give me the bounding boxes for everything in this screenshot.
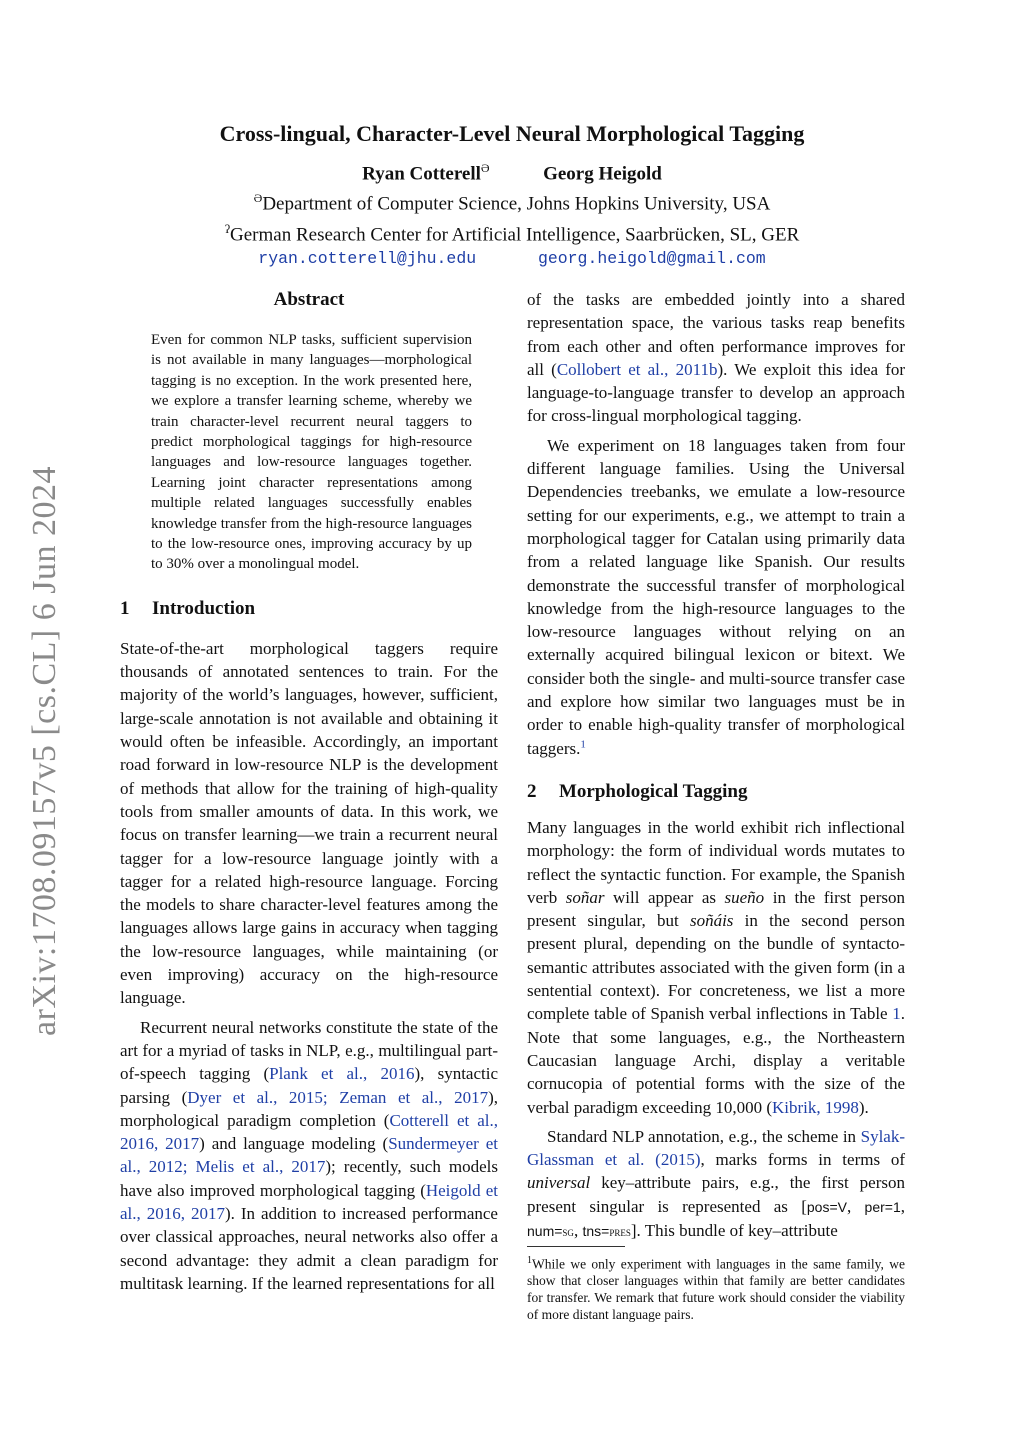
- authors: [120, 156, 904, 186]
- citation-collobert[interactable]: Collobert et al., 2011b: [556, 359, 718, 379]
- paper-header: [120, 118, 904, 271]
- citation-plank[interactable]: Plank et al., 2016: [269, 1064, 415, 1084]
- email-1-link[interactable]: ryan.cotterell@jhu.edu: [258, 248, 477, 268]
- intro-paragraph-2: Recurrent neural networks constitute the state of the art for a myriad of tasks in NLP, e.g., multilingual part-of-speech tagging (Plank et al., 2016), syntactic parsing (Dyer et al., 2015; Zeman et al., 2017), morphological paradigm completion (Cotterell et al., 2016, 2017) and language modeling (Sundermeyer et al., 2012; Melis et al., 2017); recently, such models have also improved morphological tagging (Heigold et al., 2016, 2017). In addition to increased performance over classical approaches, neural networks also offer a second advantage: they admit a clean paradigm for multitask learning. If the learned representations for all: [120, 1017, 499, 1293]
- author-2: Georg Heigold: [543, 163, 662, 185]
- affiliation-1: [120, 186, 904, 216]
- citation-dyer-zeman[interactable]: Dyer et al., 2015; Zeman et al., 2017: [187, 1087, 489, 1107]
- section-2-number: 2: [527, 780, 537, 802]
- tagging-paragraph-2: Standard NLP annotation, e.g., the scheme in Sylak-Glassman et al. (2015), marks forms in terms of universal key–attribute pairs, e.g., the first person present singular is represented as [pos=V, per=1, num=sg, tns=pres]. This bundle of key–attribute: [527, 1126, 906, 1240]
- section-1-heading: [120, 597, 498, 621]
- emails: [120, 247, 904, 271]
- citation-sundermeyer-melis[interactable]: Sundermeyer et al., 2012; Melis et al., 2017: [120, 1134, 499, 1177]
- citation-kibrik[interactable]: Kibrik, 1998: [772, 1097, 859, 1117]
- author-1-mark: Ə: [480, 161, 490, 175]
- footnote-1-ref[interactable]: 1: [580, 737, 586, 750]
- footnote-1-mark: 1: [527, 1255, 532, 1267]
- abstract-text: Even for common NLP tasks, sufficient supervision is not available in many languages—morphological tagging is no exception. In the work presented here, we explore a transfer learning scheme, whereby we train character-level recurrent neural taggers to predict morphological taggings for high-resource languages and low-resource languages together. Learning joint character representations among multiple related languages successfully enables knowledge transfer from the high-resource languages to the low-resource ones, improving accuracy by up to 30% over a monolingual model.: [151, 332, 472, 573]
- table-1-ref[interactable]: 1: [892, 1004, 901, 1024]
- section-2-heading: [527, 780, 905, 804]
- section-2-title: Morphological Tagging: [559, 780, 748, 802]
- citation-cotterell[interactable]: Cotterell et al., 2016, 2017: [120, 1110, 498, 1154]
- arxiv-stamp: arXiv:1708.09157v5 [cs.CL] 6 Jun 2024: [26, 466, 63, 1037]
- paper-title: Cross-lingual, Character-Level Neural Morphological Tagging: [219, 121, 805, 146]
- section-1-number: 1: [120, 597, 130, 619]
- tagging-paragraph-1: Many languages in the world exhibit rich inflectional morphology: the form of individual words mutates to reflect the syntactic function. For example, the Spanish verb soñar will appear as sueño in the first person present singular, but soñáis in the second person present plural, depending on the bundle of syntacto-semantic attributes associated with the given form (in a sentential context). For concreteness, we list a more complete table of Spanish verbal inflections in Table 1. Note that some languages, e.g., the Northeastern Caucasian language Archi, display a veritable cornucopia of potential forms with the size of the verbal paradigm exceeding 10,000 (Kibrik, 1998).: [527, 817, 906, 1117]
- affiliation-2-mark: ʔ: [224, 221, 231, 236]
- citation-heigold[interactable]: Heigold et al., 2016, 2017: [120, 1180, 498, 1223]
- feature-bundle: [pos=V, per=1, num=sg, tns=pres]: [527, 1196, 906, 1240]
- section-1-title: Introduction: [152, 597, 256, 619]
- affiliation-1-text: Department of Computer Science, Johns Hopkins University, USA: [262, 193, 771, 215]
- intro-paragraph-3: of the tasks are embedded jointly into a shared representation space, the various tasks reap benefits from each other and often performance improves for all (Collobert et al., 2011b). We exploit this idea for language-to-language transfer to develop an approach for cross-lingual morphological tagging.: [527, 290, 906, 426]
- author-1: Ryan Cotterell: [362, 163, 481, 185]
- email-2-link[interactable]: georg.heigold@gmail.com: [537, 248, 766, 268]
- footnote-1: $^1$While we only experiment with languages in the same family, we show that closer languages within that family are better candidates for transfer. We remark that future work should consider the viability of more distant language pairs.: [527, 1255, 905, 1322]
- abstract-heading: Abstract: [273, 289, 345, 310]
- affiliation-1-mark: Ə: [253, 191, 263, 206]
- affiliation-2: [120, 217, 904, 247]
- footnote-rule: [527, 1246, 625, 1247]
- intro-paragraph-4: We experiment on 18 languages taken from four different language families. Using the Universal Dependencies treebanks, we emulate a low-resource setting for our experiments, e.g., we attempt to train a morphological tagger for Catalan using primarily data from a related language like Spanish. Our results demonstrate the successful transfer of morphological knowledge from the high-resource languages to the low-resource languages without relying on an externally acquired bilingual lexicon or bitext. We consider both the single- and multi-source transfer case and explore how similar two languages must be in order to enable high-quality transfer of morphological taggers.$^1$: [527, 435, 905, 758]
- left-column: [120, 288, 498, 1295]
- citation-sylak-glassman[interactable]: Sylak-Glassman et al. (2015): [527, 1126, 905, 1170]
- right-column: [527, 288, 905, 1323]
- affiliation-2-text: German Research Center for Artificial Intelligence, Saarbrücken, SL, GER: [230, 223, 800, 245]
- intro-paragraph-1: State-of-the-art morphological taggers require thousands of annotated sentences to train. For the majority of the world’s languages, however, sufficient, large-scale annotation is not available and obtaining it would often be infeasible. Accordingly, an important road forward in low-resource NLP is the development of methods that allow for the training of high-quality tools from smaller amounts of data. In this work, we focus on transfer learning—we train a recurrent neural tagger for a low-resource language jointly with a tagger for a related high-resource language. Forcing the models to share character-level features among the languages allows large gains in accuracy when tagging the low-resource languages, while maintaining (or even improving) accuracy on the high-resource language.: [120, 638, 498, 1008]
